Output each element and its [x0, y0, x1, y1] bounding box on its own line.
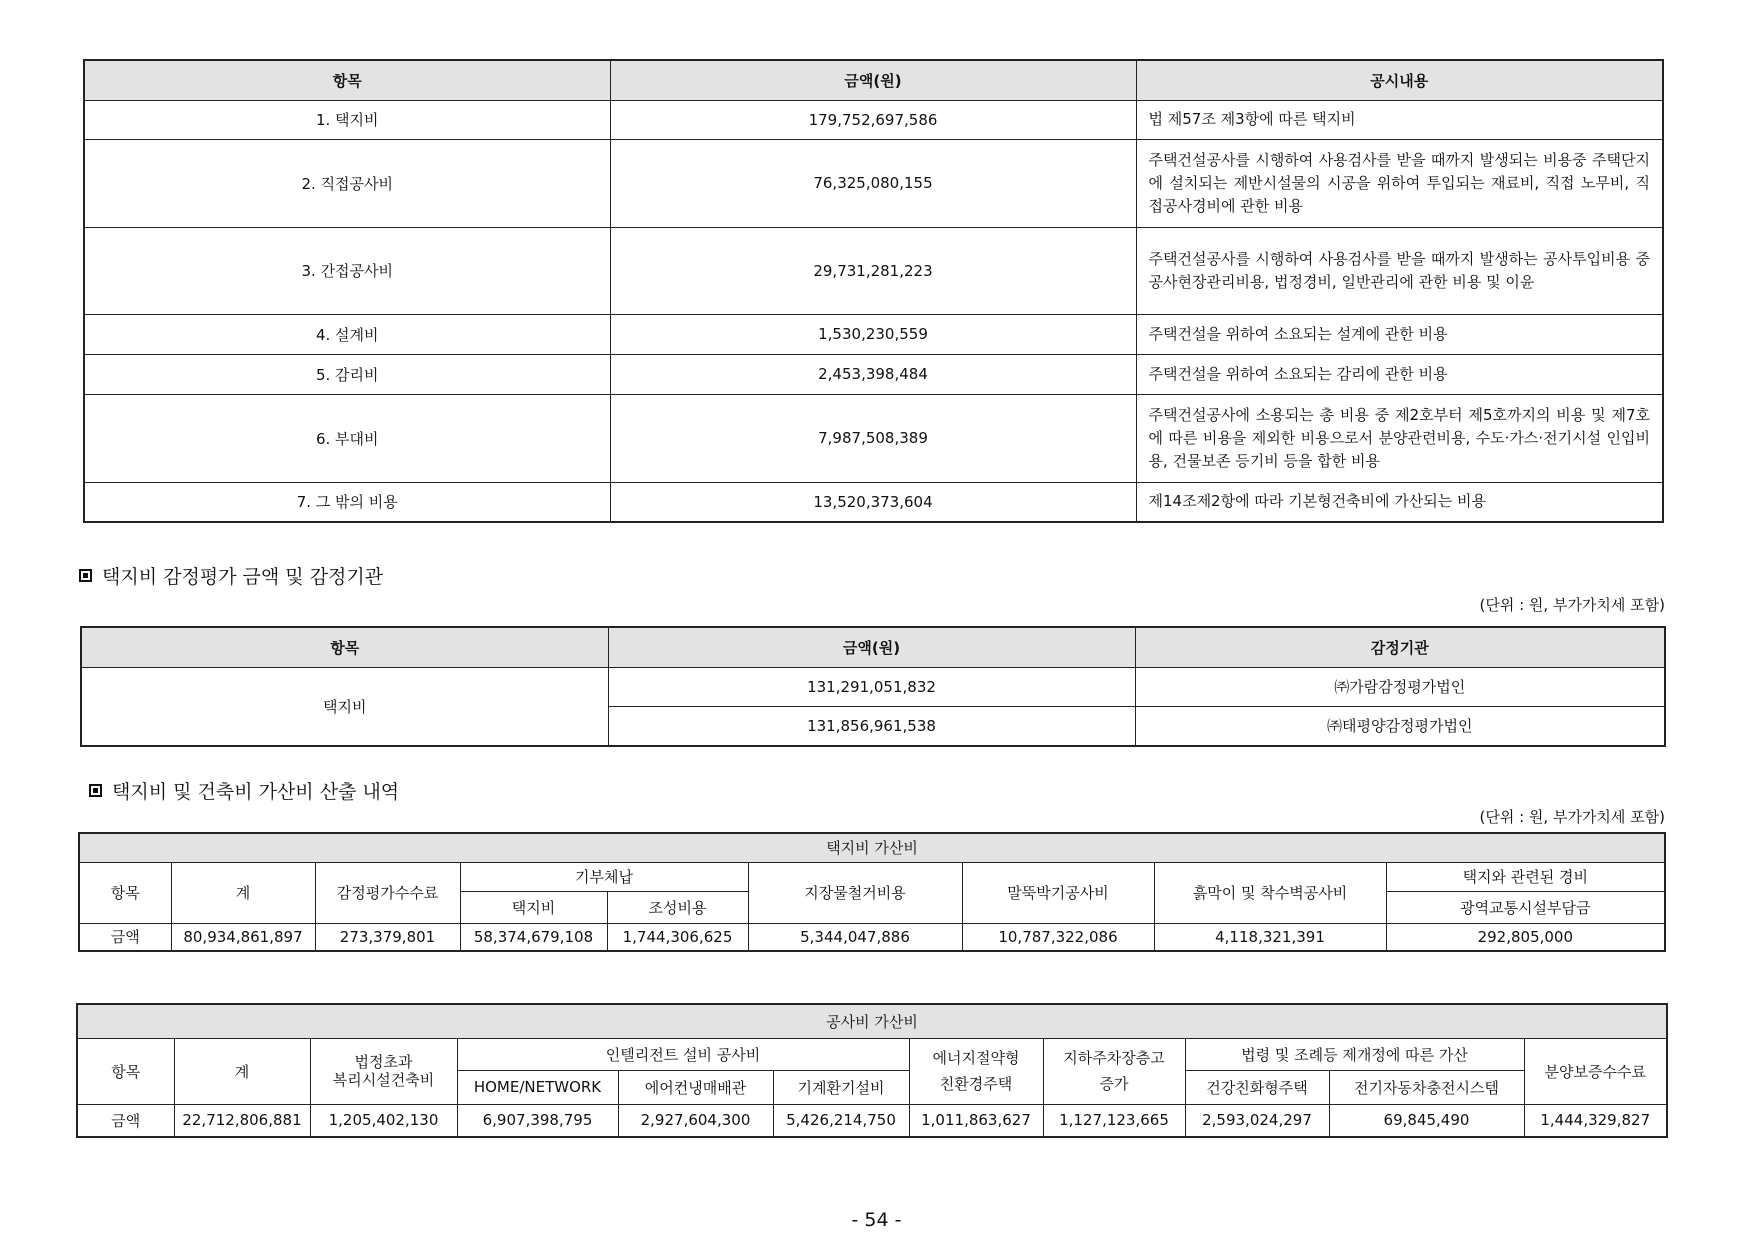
header-aircon-piping: 에어컨냉매배관 [618, 1070, 773, 1104]
value-parking: 1,127,123,665 [1043, 1104, 1185, 1137]
value-healthy-housing: 2,593,024,297 [1185, 1104, 1329, 1137]
value-sale-guarantee: 1,444,329,827 [1524, 1104, 1667, 1137]
row-organization: ㈜가람감정평가법인 [1135, 667, 1665, 706]
table-row [79, 923, 1665, 951]
table-row [84, 100, 1663, 139]
row-desc: 주택건설공사에 소용되는 총 비용 중 제2호부터 제5호까지의 비용 및 제7호에 따른 비용을 제외한 비용으로서 분양관련비용, 수도·가스·전기시설 인입비용, 건물보존 등기비 등을 합한 비용 [1136, 394, 1663, 482]
header-land-related: 택지와 관련된 경비 [1386, 862, 1665, 891]
row-amount: 179,752,697,586 [610, 100, 1136, 139]
header-donation: 기부체납 [460, 862, 748, 891]
value-total: 22,712,806,881 [174, 1104, 310, 1137]
header-energy-line2: 친환경주택 [939, 1075, 1013, 1093]
header-land: 택지비 [460, 891, 607, 923]
table-title: 공사비 가산비 [77, 1004, 1667, 1038]
header-creation: 조성비용 [607, 891, 748, 923]
square-bullet-icon [89, 784, 102, 797]
value-energy: 1,011,863,627 [909, 1104, 1043, 1137]
header-law-revision: 법령 및 조례등 제개정에 따른 가산 [1185, 1038, 1524, 1070]
header-item: 항목 [79, 862, 171, 923]
value-demolition: 5,344,047,886 [748, 923, 962, 951]
row-amount: 2,453,398,484 [610, 354, 1136, 394]
construction-additional-cost-table [76, 1003, 1668, 1138]
row-item: 택지비 [81, 667, 608, 746]
header-healthy-housing: 건강친화형주택 [1185, 1070, 1329, 1104]
header-energy-line1: 에너지절약형 [932, 1049, 1020, 1067]
value-land: 58,374,679,108 [460, 923, 607, 951]
section-title-text: 택지비 및 건축비 가산비 산출 내역 [112, 781, 400, 803]
row-item: 6. 부대비 [84, 394, 610, 482]
row-amount: 131,856,961,538 [608, 706, 1135, 746]
header-parking [1043, 1038, 1185, 1104]
header-total: 계 [174, 1038, 310, 1104]
row-desc: 제14조제2항에 따라 기본형건축비에 가산되는 비용 [1136, 482, 1663, 522]
header-home-network: HOME/NETWORK [457, 1070, 618, 1104]
unit-note: (단위 : 원, 부가가치세 포함) [1479, 596, 1665, 614]
header-disclosure: 공시내용 [1136, 60, 1663, 100]
table-row [84, 482, 1663, 522]
header-legal-line1: 법정초과 [354, 1053, 413, 1071]
value-transport-levy: 292,805,000 [1386, 923, 1665, 951]
value-total: 80,934,861,897 [171, 923, 315, 951]
appraisal-table [80, 626, 1666, 747]
header-item: 항목 [81, 627, 608, 667]
row-amount: 29,731,281,223 [610, 227, 1136, 314]
header-energy [909, 1038, 1043, 1104]
value-ev-charging: 69,845,490 [1329, 1104, 1524, 1137]
section-title-text: 택지비 감정평가 금액 및 감정기관 [102, 566, 384, 588]
row-item: 4. 설계비 [84, 314, 610, 354]
table-row [84, 354, 1663, 394]
row-desc: 주택건설공사를 시행하여 사용검사를 받을 때까지 발생되는 비용중 주택단지에 설치되는 제반시설물의 시공을 위하여 투입되는 재료비, 직접 노무비, 직접공사경비에 관한 비용 [1136, 139, 1663, 227]
header-parking-line1: 지하주차장층고 [1063, 1049, 1165, 1067]
header-piling: 말뚝박기공사비 [962, 862, 1154, 923]
table-row [81, 667, 1665, 706]
row-amount: 7,987,508,389 [610, 394, 1136, 482]
value-ventilation: 5,426,214,750 [773, 1104, 909, 1137]
value-creation: 1,744,306,625 [607, 923, 748, 951]
header-ev-charging: 전기자동차충전시스템 [1329, 1070, 1524, 1104]
section-title-appraisal [79, 562, 383, 589]
header-legal-line2: 복리시설건축비 [332, 1071, 435, 1089]
row-amount: 76,325,080,155 [610, 139, 1136, 227]
table-row [84, 394, 1663, 482]
row-label: 금액 [79, 923, 171, 951]
row-amount: 1,530,230,559 [610, 314, 1136, 354]
land-additional-cost-table [78, 832, 1666, 952]
header-transport-levy: 광역교통시설부담금 [1386, 891, 1665, 923]
header-intelligent: 인텔리전트 설비 공사비 [457, 1038, 909, 1070]
header-demolition: 지장물철거비용 [748, 862, 962, 923]
header-appraisal-fee: 감정평가수수료 [315, 862, 460, 923]
unit-note: (단위 : 원, 부가가치세 포함) [1479, 808, 1665, 826]
table-row [77, 1104, 1667, 1137]
row-desc: 주택건설을 위하여 소요되는 설계에 관한 비용 [1136, 314, 1663, 354]
row-item: 1. 택지비 [84, 100, 610, 139]
table-row [84, 139, 1663, 227]
value-legal-welfare: 1,205,402,130 [310, 1104, 457, 1137]
row-amount: 13,520,373,604 [610, 482, 1136, 522]
row-item: 7. 그 밖의 비용 [84, 482, 610, 522]
header-item: 항목 [84, 60, 610, 100]
value-earth-retaining: 4,118,321,391 [1154, 923, 1386, 951]
square-bullet-icon [79, 569, 92, 582]
page-number: - 54 - [851, 1209, 902, 1231]
table-title: 택지비 가산비 [79, 833, 1665, 862]
table-row [84, 227, 1663, 314]
row-desc: 주택건설공사를 시행하여 사용검사를 받을 때까지 발생하는 공사투입비용 중 공사현장관리비용, 법정경비, 일반관리에 관한 비용 및 이윤 [1136, 227, 1663, 314]
header-earth-retaining: 흙막이 및 착수벽공사비 [1154, 862, 1386, 923]
header-amount: 금액(원) [608, 627, 1135, 667]
value-home-network: 6,907,398,795 [457, 1104, 618, 1137]
header-sale-guarantee: 분양보증수수료 [1524, 1038, 1667, 1104]
value-aircon-piping: 2,927,604,300 [618, 1104, 773, 1137]
header-organization: 감정기관 [1135, 627, 1665, 667]
header-total: 계 [171, 862, 315, 923]
row-desc: 주택건설을 위하여 소요되는 감리에 관한 비용 [1136, 354, 1663, 394]
value-piling: 10,787,322,086 [962, 923, 1154, 951]
cost-disclosure-table [83, 59, 1664, 523]
header-amount: 금액(원) [610, 60, 1136, 100]
row-item: 2. 직접공사비 [84, 139, 610, 227]
value-appraisal-fee: 273,379,801 [315, 923, 460, 951]
row-item: 5. 감리비 [84, 354, 610, 394]
row-item: 3. 간접공사비 [84, 227, 610, 314]
row-amount: 131,291,051,832 [608, 667, 1135, 706]
table-row [84, 314, 1663, 354]
header-ventilation: 기계환기설비 [773, 1070, 909, 1104]
row-organization: ㈜태평양감정평가법인 [1135, 706, 1665, 746]
header-parking-line2: 증가 [1099, 1075, 1129, 1093]
header-legal-welfare [310, 1038, 457, 1104]
header-item: 항목 [77, 1038, 174, 1104]
section-title-additional-costs [89, 777, 399, 804]
row-desc: 법 제57조 제3항에 따른 택지비 [1136, 100, 1663, 139]
row-label: 금액 [77, 1104, 174, 1137]
